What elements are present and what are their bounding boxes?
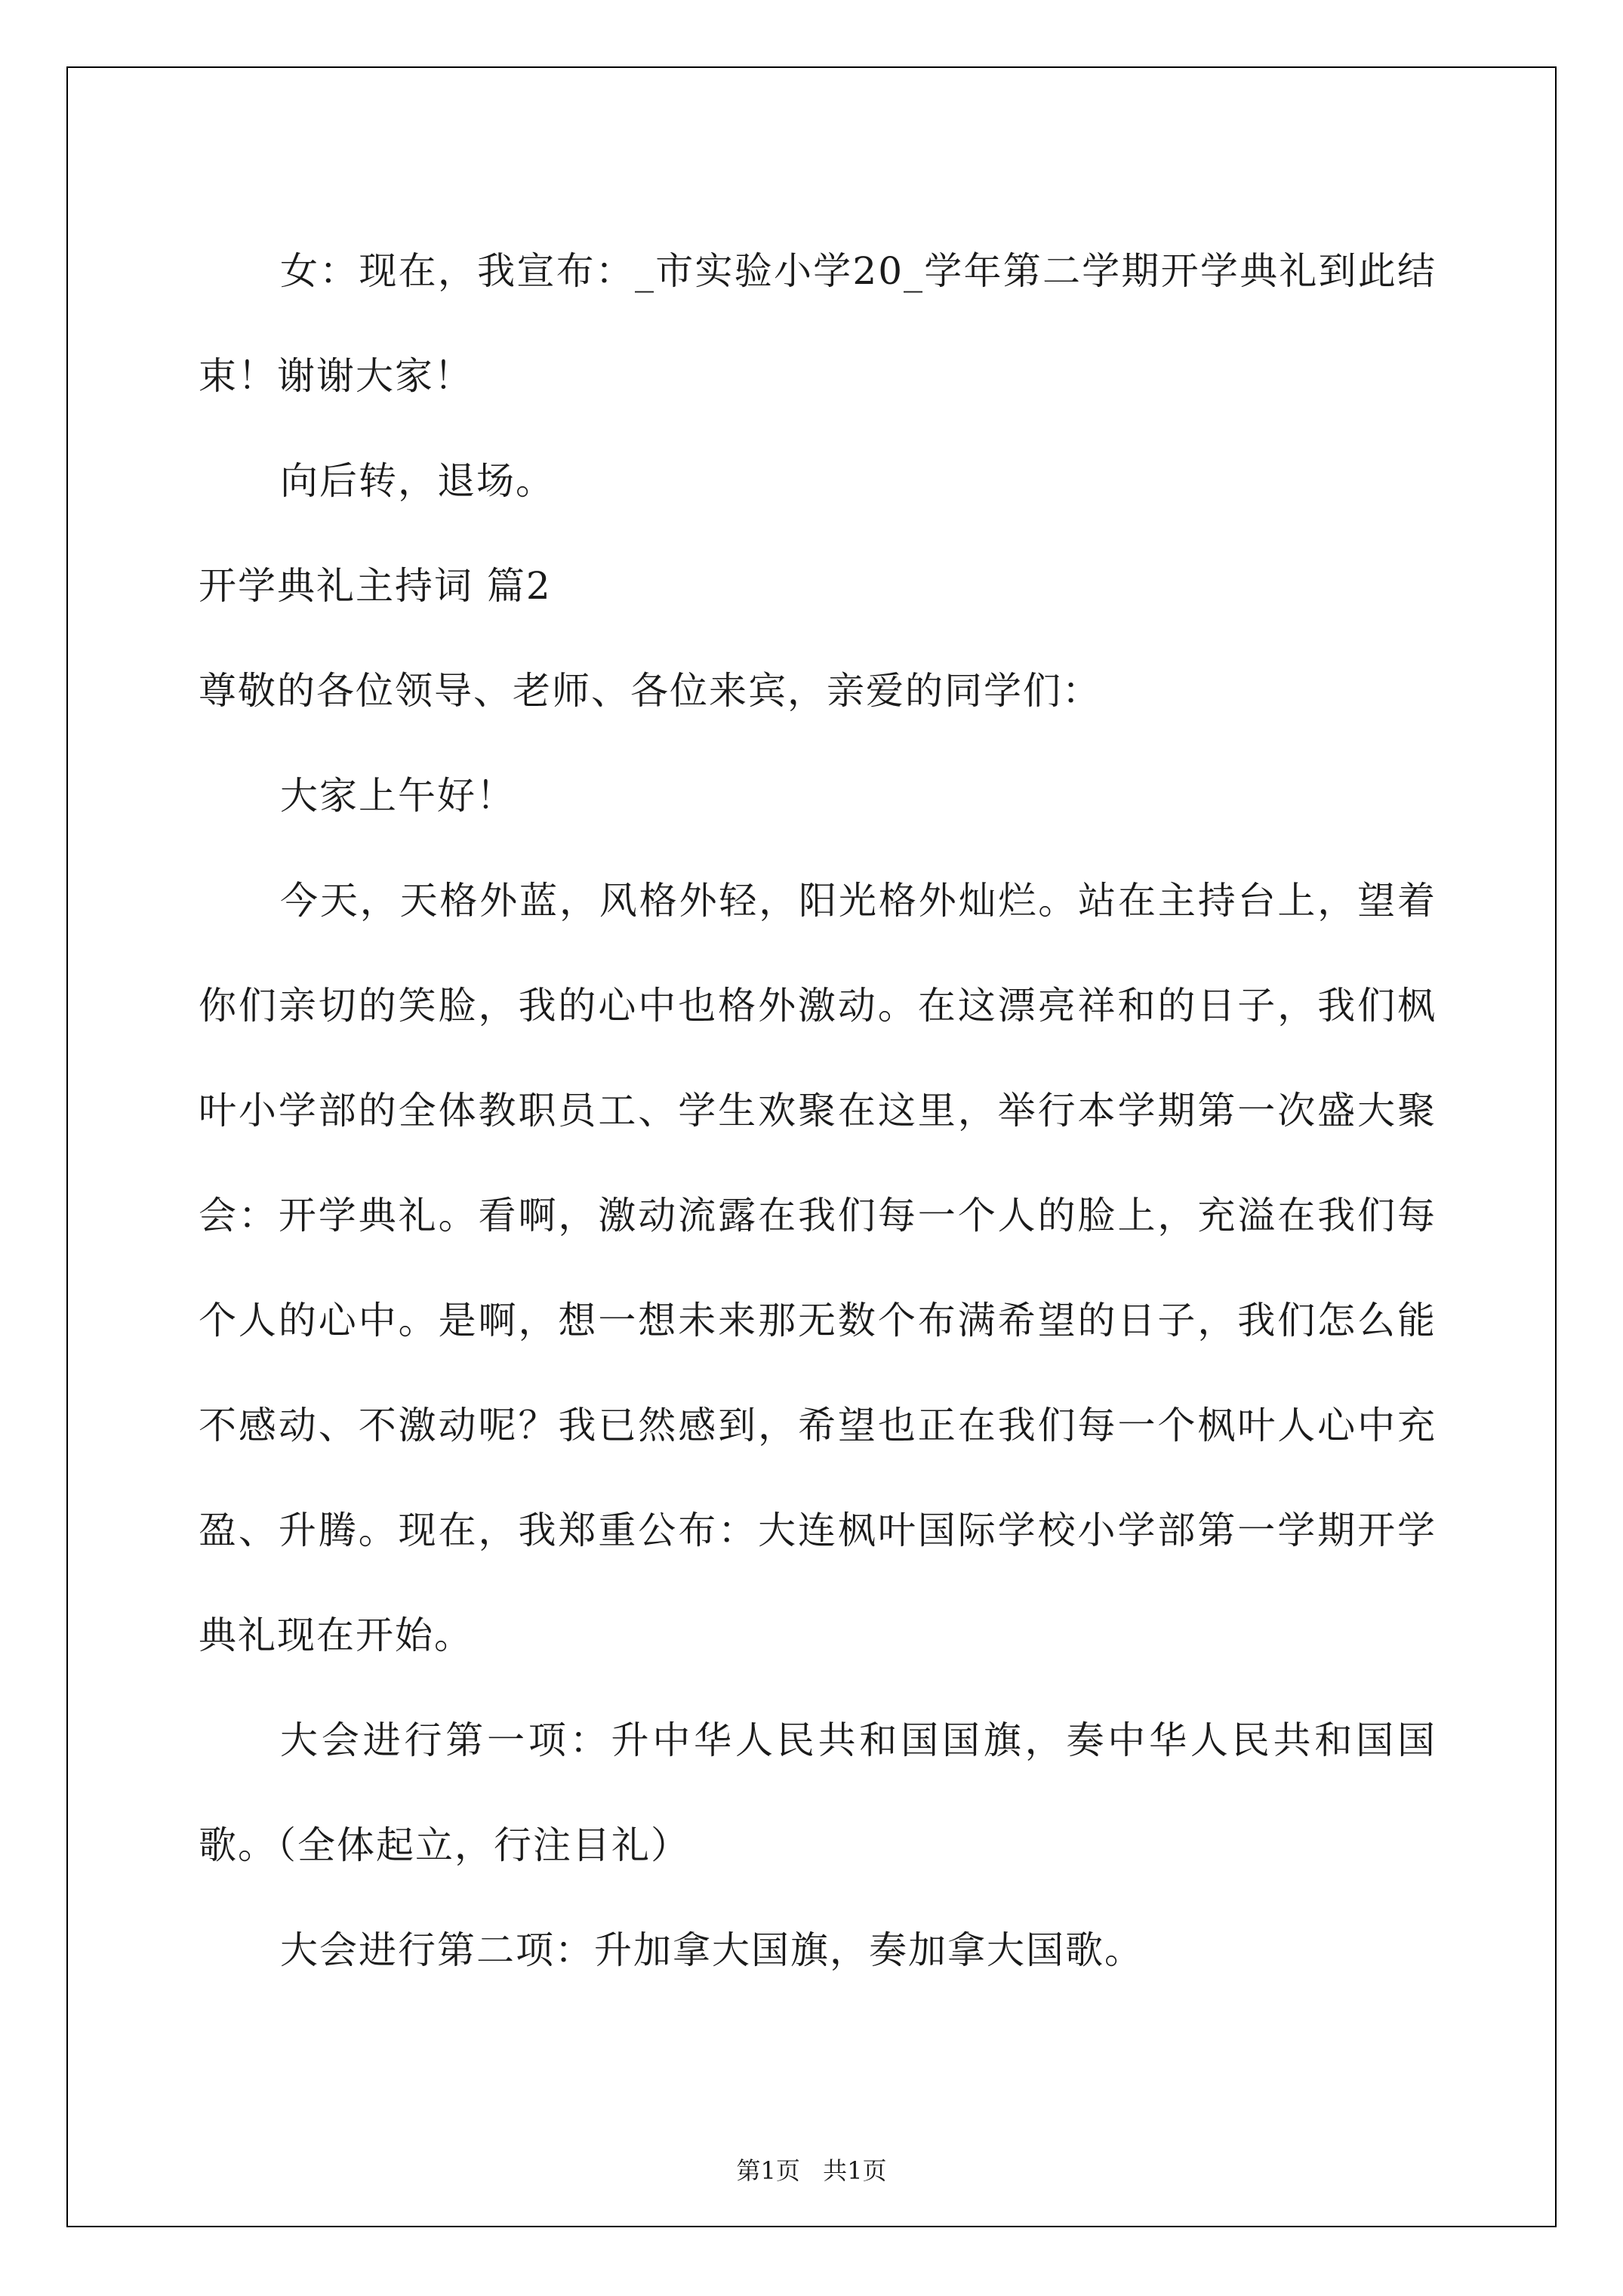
paragraph-agenda-item-1: 大会进行第一项：升中华人民共和国国旗，奏中华人民共和国国歌。（全体起立，行注目礼） — [199, 1718, 1437, 1867]
paragraph-opening-speech: 今天，天格外蓝，风格外轻，阳光格外灿烂。站在主持台上，望着你们亲切的笑脸，我的心中也格外激动。在这漂亮祥和的日子，我们枫叶小学部的全体教职员工、学生欢聚在这里，举行本学期第一次盛大聚会：开学典礼。看啊，激动流露在我们每一个人的脸上，充溢在我们每个人的心中。是啊，想一想未来那无数个布满希望的日子，我们怎么能不感动、不激动呢？我已然感到，希望也正在我们每一个枫叶人心中充盈、升腾。现在，我郑重公布：大连枫叶国际学校小学部第一学期开学典礼现在开始。 — [199, 879, 1437, 1657]
paragraph-salutation: 尊敬的各位领导、老师、各位来宾，亲爱的同学们： — [199, 669, 1101, 713]
paragraph-agenda-item-2: 大会进行第二项：升加拿大国旗，奏加拿大国歌。 — [280, 1928, 1144, 1972]
section-heading: 开学典礼主持词 篇2 — [199, 564, 552, 608]
document-body — [199, 219, 1437, 2003]
page-number-total: 共1页 — [823, 2156, 887, 2185]
page-footer — [0, 2152, 1623, 2187]
page-number-current: 第1页 — [736, 2156, 800, 2185]
paragraph-closing-announcement: 女：现在，我宣布：_市实验小学20_学年第二学期开学典礼到此结束！谢谢大家！ — [199, 249, 1437, 398]
paragraph-greeting: 大家上午好！ — [280, 774, 516, 818]
paragraph-turn-exit: 向后转，退场。 — [280, 459, 555, 503]
